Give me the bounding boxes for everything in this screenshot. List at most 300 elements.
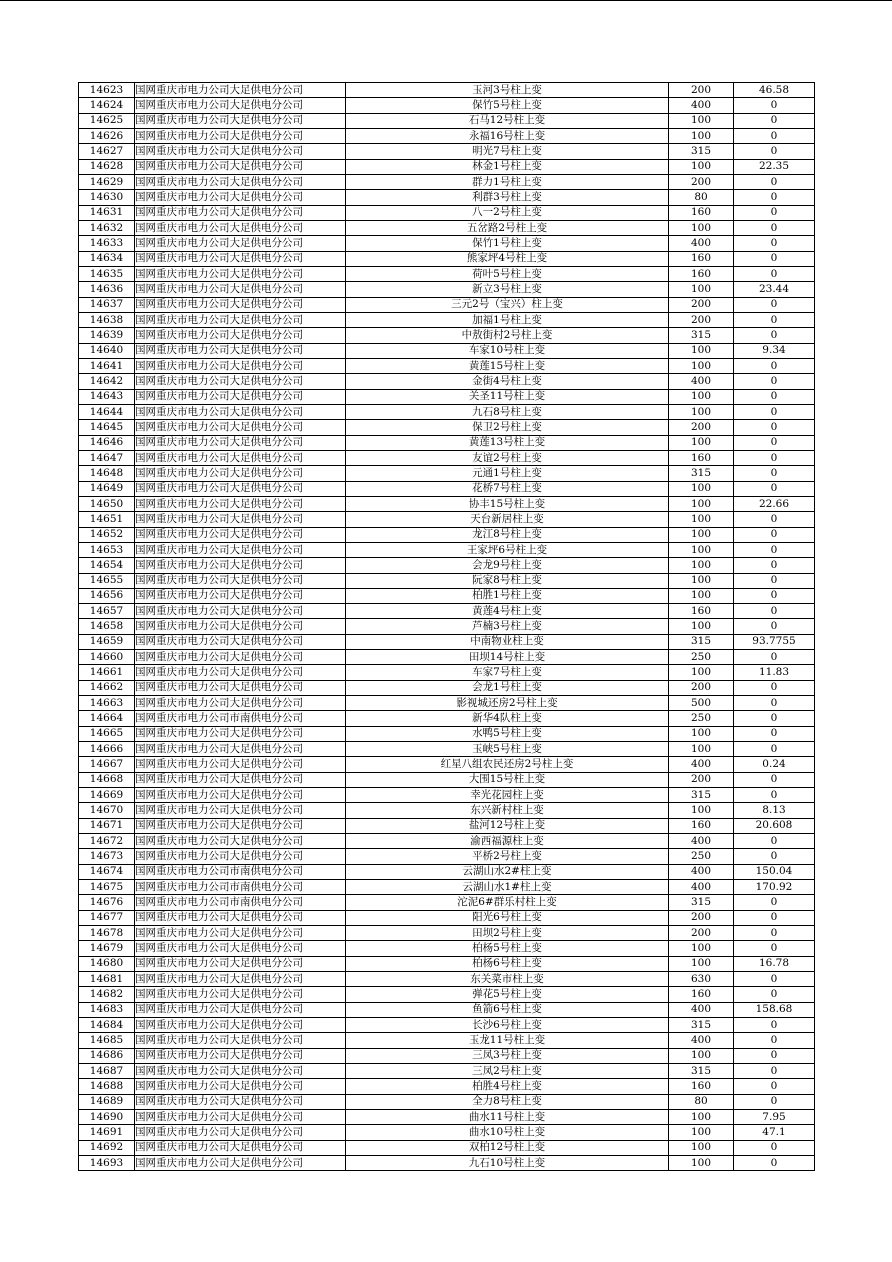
transformer-name-cell: 金街4号柱上变 [346, 374, 669, 389]
transformer-name-cell: 云湖山水2#柱上变 [346, 864, 669, 879]
transformer-name-cell: 明光7号柱上变 [346, 144, 669, 159]
value-cell: 0 [734, 711, 815, 726]
value-cell: 47.1 [734, 1125, 815, 1140]
row-number-cell: 14671 [79, 818, 135, 833]
company-name-cell: 国网重庆市电力公司大足供电分公司 [135, 941, 346, 956]
transformer-name-cell: 黄莲13号柱上变 [346, 435, 669, 450]
company-name-cell: 国网重庆市电力公司大足供电分公司 [135, 665, 346, 680]
transformer-name-cell: 渝西福源柱上变 [346, 834, 669, 849]
transformer-name-cell: 新立3号柱上变 [346, 282, 669, 297]
capacity-cell: 250 [669, 650, 734, 665]
company-name-cell: 国网重庆市电力公司大足供电分公司 [135, 803, 346, 818]
table-row [79, 772, 815, 787]
transformer-name-cell: 九石10号柱上变 [346, 1155, 669, 1170]
value-cell: 0 [734, 1018, 815, 1033]
table-row [79, 1079, 815, 1094]
row-number-cell: 14686 [79, 1048, 135, 1063]
row-number-cell: 14690 [79, 1109, 135, 1124]
table-row [79, 972, 815, 987]
table-row [79, 634, 815, 649]
table-row [79, 389, 815, 404]
row-number-cell: 14636 [79, 282, 135, 297]
transformer-name-cell: 柏胜4号柱上变 [346, 1079, 669, 1094]
table-row [79, 604, 815, 619]
company-name-cell: 国网重庆市电力公司大足供电分公司 [135, 772, 346, 787]
company-name-cell: 国网重庆市电力公司大足供电分公司 [135, 251, 346, 266]
transformer-name-cell: 熊家坪4号柱上变 [346, 251, 669, 266]
row-number-cell: 14635 [79, 266, 135, 281]
company-name-cell: 国网重庆市电力公司大足供电分公司 [135, 236, 346, 251]
capacity-cell: 100 [669, 343, 734, 358]
capacity-cell: 100 [669, 956, 734, 971]
capacity-cell: 200 [669, 772, 734, 787]
transformer-name-cell: 水鸭5号柱上变 [346, 726, 669, 741]
value-cell: 0 [734, 144, 815, 159]
row-number-cell: 14685 [79, 1033, 135, 1048]
row-number-cell: 14670 [79, 803, 135, 818]
table-row [79, 941, 815, 956]
capacity-cell: 100 [669, 1048, 734, 1063]
company-name-cell: 国网重庆市电力公司大足供电分公司 [135, 1002, 346, 1017]
table-row [79, 420, 815, 435]
value-cell: 0 [734, 527, 815, 542]
company-name-cell: 国网重庆市电力公司市南供电分公司 [135, 895, 346, 910]
value-cell: 0 [734, 113, 815, 128]
transformer-name-cell: 元通1号柱上变 [346, 466, 669, 481]
capacity-cell: 250 [669, 711, 734, 726]
row-number-cell: 14692 [79, 1140, 135, 1155]
company-name-cell: 国网重庆市电力公司大足供电分公司 [135, 205, 346, 220]
transformer-name-cell: 柏胜1号柱上变 [346, 588, 669, 603]
table-row [79, 144, 815, 159]
table-row [79, 619, 815, 634]
capacity-cell: 80 [669, 190, 734, 205]
company-name-cell: 国网重庆市电力公司大足供电分公司 [135, 358, 346, 373]
company-name-cell: 国网重庆市电力公司大足供电分公司 [135, 680, 346, 695]
company-name-cell: 国网重庆市电力公司大足供电分公司 [135, 466, 346, 481]
company-name-cell: 国网重庆市电力公司市南供电分公司 [135, 711, 346, 726]
company-name-cell: 国网重庆市电力公司大足供电分公司 [135, 404, 346, 419]
row-number-cell: 14683 [79, 1002, 135, 1017]
company-name-cell: 国网重庆市电力公司大足供电分公司 [135, 481, 346, 496]
row-number-cell: 14678 [79, 926, 135, 941]
company-name-cell: 国网重庆市电力公司大足供电分公司 [135, 1109, 346, 1124]
transformer-name-cell: 中敖街村2号柱上变 [346, 328, 669, 343]
value-cell: 0 [734, 895, 815, 910]
capacity-cell: 100 [669, 726, 734, 741]
capacity-cell: 315 [669, 466, 734, 481]
row-number-cell: 14668 [79, 772, 135, 787]
capacity-cell: 100 [669, 1125, 734, 1140]
transformer-name-cell: 九石8号柱上变 [346, 404, 669, 419]
transformer-name-cell: 五岔路2号柱上变 [346, 220, 669, 235]
value-cell: 0 [734, 1155, 815, 1170]
value-cell: 0 [734, 420, 815, 435]
capacity-cell: 100 [669, 496, 734, 511]
row-number-cell: 14657 [79, 604, 135, 619]
capacity-cell: 160 [669, 450, 734, 465]
table-row [79, 236, 815, 251]
company-name-cell: 国网重庆市电力公司大足供电分公司 [135, 374, 346, 389]
transformer-name-cell: 黄莲4号柱上变 [346, 604, 669, 619]
table-row [79, 220, 815, 235]
row-number-cell: 14666 [79, 742, 135, 757]
row-number-cell: 14638 [79, 312, 135, 327]
company-name-cell: 国网重庆市电力公司大足供电分公司 [135, 542, 346, 557]
table-row [79, 757, 815, 772]
transformer-name-cell: 长沙6号柱上变 [346, 1018, 669, 1033]
value-cell: 0 [734, 588, 815, 603]
table-row [79, 788, 815, 803]
table-row [79, 542, 815, 557]
capacity-cell: 200 [669, 420, 734, 435]
capacity-cell: 400 [669, 1002, 734, 1017]
capacity-cell: 100 [669, 404, 734, 419]
capacity-cell: 100 [669, 1155, 734, 1170]
table-row [79, 588, 815, 603]
value-cell: 22.66 [734, 496, 815, 511]
table-row [79, 343, 815, 358]
company-name-cell: 国网重庆市电力公司大足供电分公司 [135, 343, 346, 358]
transformer-name-cell: 车家7号柱上变 [346, 665, 669, 680]
table-row [79, 282, 815, 297]
capacity-cell: 200 [669, 910, 734, 925]
company-name-cell: 国网重庆市电力公司大足供电分公司 [135, 1064, 346, 1079]
table-row [79, 558, 815, 573]
value-cell: 0 [734, 772, 815, 787]
table-row [79, 1048, 815, 1063]
capacity-cell: 100 [669, 1109, 734, 1124]
value-cell: 0 [734, 849, 815, 864]
transformer-name-cell: 沱泥6#群乐村柱上变 [346, 895, 669, 910]
table-row [79, 1064, 815, 1079]
transformer-name-cell: 荷叶5号柱上变 [346, 266, 669, 281]
row-number-cell: 14644 [79, 404, 135, 419]
row-number-cell: 14640 [79, 343, 135, 358]
value-cell: 0 [734, 680, 815, 695]
value-cell: 0 [734, 205, 815, 220]
value-cell: 0 [734, 220, 815, 235]
value-cell: 0 [734, 941, 815, 956]
table-row [79, 834, 815, 849]
value-cell: 22.35 [734, 159, 815, 174]
value-cell: 0 [734, 297, 815, 312]
capacity-cell: 200 [669, 312, 734, 327]
company-name-cell: 国网重庆市电力公司大足供电分公司 [135, 1079, 346, 1094]
company-name-cell: 国网重庆市电力公司市南供电分公司 [135, 880, 346, 895]
value-cell: 0 [734, 910, 815, 925]
capacity-cell: 100 [669, 542, 734, 557]
table-row [79, 512, 815, 527]
table-row [79, 1140, 815, 1155]
table-row [79, 266, 815, 281]
row-number-cell: 14665 [79, 726, 135, 741]
company-name-cell: 国网重庆市电力公司大足供电分公司 [135, 757, 346, 772]
capacity-cell: 500 [669, 696, 734, 711]
table-row [79, 450, 815, 465]
transformer-name-cell: 大围15号柱上变 [346, 772, 669, 787]
value-cell: 0 [734, 481, 815, 496]
row-number-cell: 14672 [79, 834, 135, 849]
capacity-cell: 100 [669, 389, 734, 404]
value-cell: 0 [734, 696, 815, 711]
capacity-cell: 100 [669, 512, 734, 527]
company-name-cell: 国网重庆市电力公司大足供电分公司 [135, 619, 346, 634]
value-cell: 0 [734, 726, 815, 741]
value-cell: 0 [734, 266, 815, 281]
company-name-cell: 国网重庆市电力公司大足供电分公司 [135, 956, 346, 971]
row-number-cell: 14667 [79, 757, 135, 772]
row-number-cell: 14650 [79, 496, 135, 511]
row-number-cell: 14681 [79, 972, 135, 987]
company-name-cell: 国网重庆市电力公司大足供电分公司 [135, 818, 346, 833]
company-name-cell: 国网重庆市电力公司大足供电分公司 [135, 328, 346, 343]
row-number-cell: 14649 [79, 481, 135, 496]
table-row [79, 251, 815, 266]
table-row [79, 742, 815, 757]
transformer-name-cell: 花桥7号柱上变 [346, 481, 669, 496]
value-cell: 0 [734, 312, 815, 327]
row-number-cell: 14652 [79, 527, 135, 542]
transformer-name-cell: 天台新居柱上变 [346, 512, 669, 527]
transformer-name-cell: 田坝2号柱上变 [346, 926, 669, 941]
capacity-cell: 100 [669, 619, 734, 634]
row-number-cell: 14687 [79, 1064, 135, 1079]
company-name-cell: 国网重庆市电力公司大足供电分公司 [135, 527, 346, 542]
value-cell: 0 [734, 972, 815, 987]
transformer-name-cell: 关圣11号柱上变 [346, 389, 669, 404]
table-row [79, 1018, 815, 1033]
transformer-name-cell: 三元2号（宝兴）柱上变 [346, 297, 669, 312]
table-row [79, 956, 815, 971]
row-number-cell: 14637 [79, 297, 135, 312]
company-name-cell: 国网重庆市电力公司大足供电分公司 [135, 174, 346, 189]
capacity-cell: 100 [669, 1140, 734, 1155]
table-row [79, 174, 815, 189]
transformer-name-cell: 三凤2号柱上变 [346, 1064, 669, 1079]
company-name-cell: 国网重庆市电力公司大足供电分公司 [135, 420, 346, 435]
table-row [79, 1125, 815, 1140]
value-cell: 0 [734, 1048, 815, 1063]
company-name-cell: 国网重庆市电力公司大足供电分公司 [135, 634, 346, 649]
capacity-cell: 100 [669, 113, 734, 128]
company-name-cell: 国网重庆市电力公司大足供电分公司 [135, 83, 346, 98]
row-number-cell: 14656 [79, 588, 135, 603]
value-cell: 0 [734, 834, 815, 849]
company-name-cell: 国网重庆市电力公司大足供电分公司 [135, 220, 346, 235]
capacity-cell: 200 [669, 83, 734, 98]
company-name-cell: 国网重庆市电力公司大足供电分公司 [135, 297, 346, 312]
company-name-cell: 国网重庆市电力公司大足供电分公司 [135, 650, 346, 665]
row-number-cell: 14646 [79, 435, 135, 450]
transformer-name-cell: 东兴新村柱上变 [346, 803, 669, 818]
value-cell: 0 [734, 788, 815, 803]
value-cell: 0 [734, 619, 815, 634]
company-name-cell: 国网重庆市电力公司大足供电分公司 [135, 1155, 346, 1170]
capacity-cell: 160 [669, 251, 734, 266]
company-name-cell: 国网重庆市电力公司大足供电分公司 [135, 696, 346, 711]
transformer-name-cell: 保竹1号柱上变 [346, 236, 669, 251]
table-row [79, 1002, 815, 1017]
value-cell: 0 [734, 374, 815, 389]
capacity-cell: 100 [669, 435, 734, 450]
capacity-cell: 160 [669, 266, 734, 281]
capacity-cell: 100 [669, 665, 734, 680]
value-cell: 46.58 [734, 83, 815, 98]
row-number-cell: 14653 [79, 542, 135, 557]
transformer-name-cell: 黄莲15号柱上变 [346, 358, 669, 373]
company-name-cell: 国网重庆市电力公司大足供电分公司 [135, 266, 346, 281]
value-cell: 0 [734, 558, 815, 573]
value-cell: 0 [734, 450, 815, 465]
transformer-name-cell: 王家坪6号柱上变 [346, 542, 669, 557]
company-name-cell: 国网重庆市电力公司大足供电分公司 [135, 788, 346, 803]
row-number-cell: 14669 [79, 788, 135, 803]
value-cell: 0 [734, 236, 815, 251]
row-number-cell: 14684 [79, 1018, 135, 1033]
row-number-cell: 14674 [79, 864, 135, 879]
value-cell: 0 [734, 542, 815, 557]
value-cell: 11.83 [734, 665, 815, 680]
capacity-cell: 100 [669, 358, 734, 373]
value-cell: 9.34 [734, 343, 815, 358]
value-cell: 170.92 [734, 880, 815, 895]
row-number-cell: 14679 [79, 941, 135, 956]
capacity-cell: 315 [669, 328, 734, 343]
company-name-cell: 国网重庆市电力公司大足供电分公司 [135, 496, 346, 511]
table-row [79, 374, 815, 389]
company-name-cell: 国网重庆市电力公司大足供电分公司 [135, 1125, 346, 1140]
company-name-cell: 国网重庆市电力公司大足供电分公司 [135, 113, 346, 128]
capacity-cell: 100 [669, 742, 734, 757]
company-name-cell: 国网重庆市电力公司大足供电分公司 [135, 726, 346, 741]
row-number-cell: 14675 [79, 880, 135, 895]
table-row [79, 312, 815, 327]
value-cell: 20.608 [734, 818, 815, 833]
capacity-cell: 160 [669, 987, 734, 1002]
value-cell: 23.44 [734, 282, 815, 297]
row-number-cell: 14648 [79, 466, 135, 481]
table-row [79, 895, 815, 910]
table-row [79, 1109, 815, 1124]
capacity-cell: 400 [669, 236, 734, 251]
row-number-cell: 14664 [79, 711, 135, 726]
transformer-name-cell: 永福16号柱上变 [346, 128, 669, 143]
capacity-cell: 400 [669, 864, 734, 879]
value-cell: 0 [734, 1079, 815, 1094]
transformer-name-cell: 云湖山水1#柱上变 [346, 880, 669, 895]
transformer-name-cell: 影视城还房2号柱上变 [346, 696, 669, 711]
table-row [79, 726, 815, 741]
value-cell: 8.13 [734, 803, 815, 818]
company-name-cell: 国网重庆市电力公司大足供电分公司 [135, 435, 346, 450]
row-number-cell: 14630 [79, 190, 135, 205]
transformer-name-cell: 芦楠3号柱上变 [346, 619, 669, 634]
transformer-name-cell: 友谊2号柱上变 [346, 450, 669, 465]
value-cell: 0 [734, 573, 815, 588]
capacity-cell: 200 [669, 680, 734, 695]
value-cell: 158.68 [734, 1002, 815, 1017]
row-number-cell: 14628 [79, 159, 135, 174]
table-row [79, 527, 815, 542]
capacity-cell: 200 [669, 174, 734, 189]
company-name-cell: 国网重庆市电力公司大足供电分公司 [135, 972, 346, 987]
row-number-cell: 14639 [79, 328, 135, 343]
row-number-cell: 14651 [79, 512, 135, 527]
company-name-cell: 国网重庆市电力公司大足供电分公司 [135, 1140, 346, 1155]
company-name-cell: 国网重庆市电力公司大足供电分公司 [135, 1094, 346, 1109]
capacity-cell: 400 [669, 880, 734, 895]
value-cell: 16.78 [734, 956, 815, 971]
row-number-cell: 14662 [79, 680, 135, 695]
capacity-cell: 160 [669, 818, 734, 833]
transformer-name-cell: 红星八组农民还房2号柱上变 [346, 757, 669, 772]
transformer-name-cell: 群力1号柱上变 [346, 174, 669, 189]
capacity-cell: 400 [669, 374, 734, 389]
value-cell: 0 [734, 435, 815, 450]
capacity-cell: 100 [669, 220, 734, 235]
transformer-name-cell: 会龙1号柱上变 [346, 680, 669, 695]
capacity-cell: 100 [669, 941, 734, 956]
transformer-name-cell: 保竹5号柱上变 [346, 98, 669, 113]
capacity-cell: 100 [669, 481, 734, 496]
row-number-cell: 14663 [79, 696, 135, 711]
company-name-cell: 国网重庆市电力公司大足供电分公司 [135, 144, 346, 159]
transformer-name-cell: 八一2号柱上变 [346, 205, 669, 220]
row-number-cell: 14627 [79, 144, 135, 159]
row-number-cell: 14626 [79, 128, 135, 143]
capacity-cell: 315 [669, 1064, 734, 1079]
table-row [79, 696, 815, 711]
row-number-cell: 14623 [79, 83, 135, 98]
table-row [79, 711, 815, 726]
company-name-cell: 国网重庆市电力公司大足供电分公司 [135, 1033, 346, 1048]
row-number-cell: 14629 [79, 174, 135, 189]
value-cell: 150.04 [734, 864, 815, 879]
transformer-name-cell: 平桥2号柱上变 [346, 849, 669, 864]
value-cell: 0 [734, 926, 815, 941]
row-number-cell: 14625 [79, 113, 135, 128]
transformer-name-cell: 双柏12号柱上变 [346, 1140, 669, 1155]
table-row [79, 128, 815, 143]
value-cell: 0 [734, 404, 815, 419]
company-name-cell: 国网重庆市电力公司大足供电分公司 [135, 910, 346, 925]
capacity-cell: 100 [669, 558, 734, 573]
row-number-cell: 14660 [79, 650, 135, 665]
value-cell: 0 [734, 251, 815, 266]
transformer-name-cell: 田坝14号柱上变 [346, 650, 669, 665]
value-cell: 0 [734, 328, 815, 343]
capacity-cell: 160 [669, 1079, 734, 1094]
table-row [79, 98, 815, 113]
value-cell: 0 [734, 1140, 815, 1155]
row-number-cell: 14633 [79, 236, 135, 251]
company-name-cell: 国网重庆市电力公司大足供电分公司 [135, 389, 346, 404]
table-row [79, 573, 815, 588]
row-number-cell: 14643 [79, 389, 135, 404]
transformer-name-cell: 会龙9号柱上变 [346, 558, 669, 573]
row-number-cell: 14647 [79, 450, 135, 465]
value-cell: 0 [734, 650, 815, 665]
table-row [79, 864, 815, 879]
value-cell: 0 [734, 174, 815, 189]
table-row [79, 650, 815, 665]
company-name-cell: 国网重庆市电力公司大足供电分公司 [135, 282, 346, 297]
table-row [79, 358, 815, 373]
transformer-name-cell: 三凤3号柱上变 [346, 1048, 669, 1063]
company-name-cell: 国网重庆市电力公司大足供电分公司 [135, 128, 346, 143]
row-number-cell: 14673 [79, 849, 135, 864]
